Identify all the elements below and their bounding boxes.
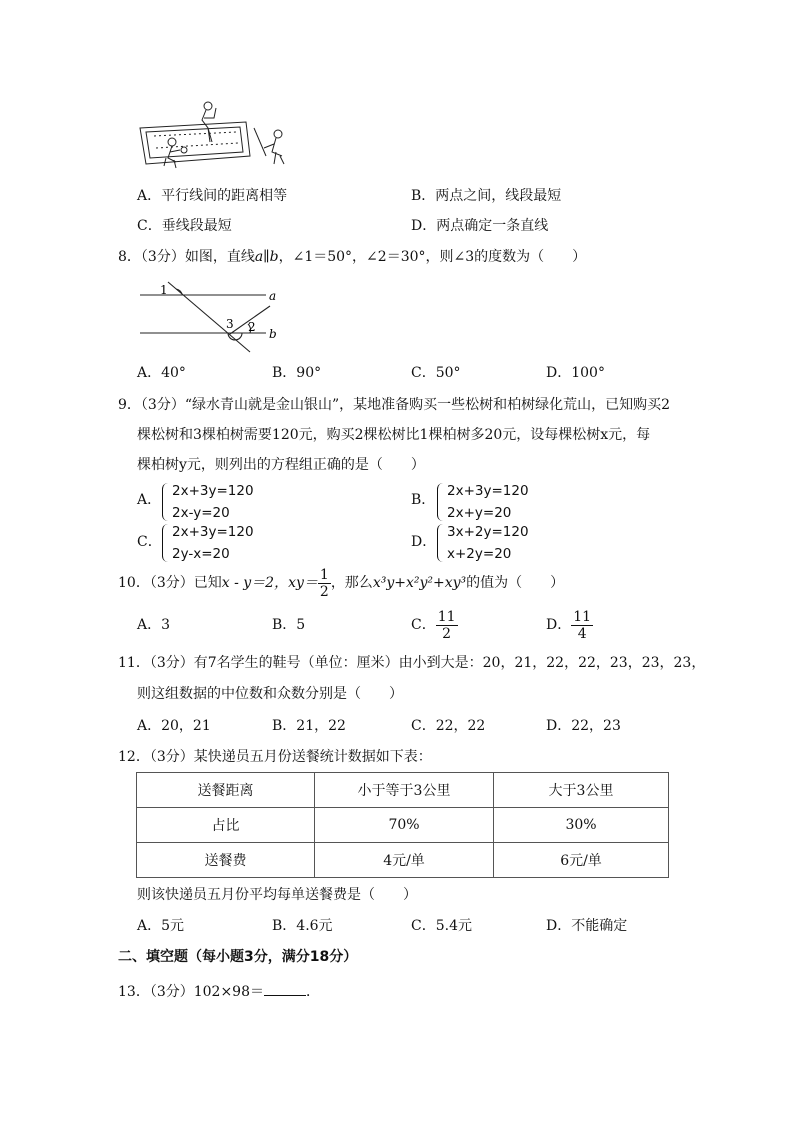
answer-blank[interactable]: [264, 981, 306, 996]
section-heading: 二、填空题（每小题3分，满分18分）: [118, 949, 358, 965]
q11-option-a[interactable]: A．20，21: [137, 718, 211, 734]
fraction-numerator: 1: [319, 566, 329, 583]
table-header-row: [137, 773, 669, 808]
q8-option-a[interactable]: A．40°: [137, 365, 186, 381]
q12-after-text: 则该快递员五月份平均每单送餐费是（ ）: [137, 887, 417, 903]
q7-option-c[interactable]: C．垂线段最短: [137, 218, 232, 234]
q8-option-b[interactable]: B．90°: [272, 365, 322, 381]
fraction-denominator: 4: [577, 625, 587, 642]
q9-option-c-system[interactable]: [172, 521, 254, 565]
q11-option-d[interactable]: D．22，23: [546, 718, 621, 734]
q11-stem-line1: 11．（3分）有7名学生的鞋号（单位：厘米）由小到大是：20，21，22，22，23，23，23，: [118, 655, 706, 671]
parallel-lines-figure: [138, 280, 288, 358]
q12-option-c[interactable]: C．5.4元: [411, 918, 472, 934]
fraction-denominator: 2: [442, 625, 452, 642]
q12-stem: 12．（3分）某快递员五月份送餐统计数据如下表：: [118, 749, 432, 765]
angle-3-label: 3: [226, 317, 234, 331]
option-label: C．: [411, 617, 436, 633]
q8-stem-prefix: 8．（3分）如图，直线: [118, 249, 255, 265]
q10-prefix: 10．（3分）已知: [118, 575, 222, 591]
equation: 2x+3y=120: [172, 483, 254, 499]
equation: 2x+y=20: [447, 505, 512, 521]
equation: x+2y=20: [447, 546, 512, 562]
table-cell: 占比: [137, 808, 315, 843]
q8-stem-rest: ，∠1＝50°，∠2＝30°，则∠3的度数为（ ）: [278, 249, 587, 265]
q9-option-c-label[interactable]: C．: [137, 534, 162, 550]
q7-option-d[interactable]: D．两点确定一条直线: [411, 218, 549, 234]
q10-condition-1: x - y＝2，: [221, 575, 289, 591]
q9-option-d-label[interactable]: D．: [411, 534, 437, 550]
children-drawing-figure: [136, 98, 296, 172]
table-row: [137, 808, 669, 843]
equation: 2y-x=20: [172, 546, 230, 562]
equation: 2x-y=20: [172, 505, 230, 521]
option-label: D．: [546, 617, 572, 633]
q7-option-a[interactable]: A．平行线间的距离相等: [137, 188, 288, 204]
q9-stem-line3: 棵柏树y元，则列出的方程组正确的是（ ）: [137, 457, 425, 473]
q11-stem-line2: 则这组数据的中位数和众数分别是（ ）: [137, 686, 403, 702]
equation: 3x+2y=120: [447, 524, 529, 540]
q7-option-b[interactable]: B．两点之间，线段最短: [411, 188, 562, 204]
line-a-label: a: [269, 289, 277, 303]
q8-stem: [118, 248, 586, 266]
equation: 2x+3y=120: [172, 524, 254, 540]
q11-option-b[interactable]: B．21，22: [272, 718, 346, 734]
delivery-stats-table: [136, 772, 669, 878]
q9-option-d-system[interactable]: [447, 521, 529, 565]
q9-option-b-label[interactable]: B．: [411, 492, 436, 508]
q13-prefix: 13．（3分）102×98＝: [118, 984, 264, 1000]
q9-stem-line1: 9．（3分）“绿水青山就是金山银山”，某地准备购买一些松树和柏树绿化荒山，已知购买2: [118, 397, 671, 413]
q12-option-b[interactable]: B．4.6元: [272, 918, 333, 934]
q8-stem-parallel: a∥b: [254, 249, 279, 265]
q13-suffix: ．: [306, 984, 320, 1000]
table-cell: 70%: [315, 808, 494, 843]
table-row: [137, 843, 669, 878]
q10-middle: ，那么: [330, 575, 373, 591]
q11-option-c[interactable]: C．22，22: [411, 718, 486, 734]
table-cell: 送餐费: [137, 843, 315, 878]
q8-option-c[interactable]: C．50°: [411, 365, 461, 381]
table-cell: 6元/单: [494, 843, 669, 878]
q9-stem-line2: 棵松树和3棵柏树需要120元，购买2棵松树比1棵柏树多20元，设每棵松树x元，每: [137, 427, 651, 443]
option-fraction: [571, 609, 593, 642]
fraction-numerator: 11: [573, 608, 592, 625]
q10-option-d[interactable]: [546, 608, 593, 642]
angle-1-label: 1: [160, 283, 168, 297]
q13-stem: [118, 981, 320, 1001]
q10-condition-2: xy＝: [288, 575, 318, 591]
option-fraction: [436, 609, 458, 642]
brace-icon: [162, 483, 169, 521]
q9-option-b-system[interactable]: [447, 480, 529, 524]
table-cell: 4元/单: [315, 843, 494, 878]
table-header-cell: 大于3公里: [494, 773, 669, 808]
table-header-cell: 小于等于3公里: [315, 773, 494, 808]
q10-option-c[interactable]: [411, 608, 458, 642]
equation: 2x+3y=120: [447, 483, 529, 499]
q10-fraction: [318, 567, 331, 600]
q8-option-d[interactable]: D．100°: [546, 365, 605, 381]
brace-icon: [437, 524, 444, 562]
q10-option-b[interactable]: B．5: [272, 617, 306, 633]
brace-icon: [437, 483, 444, 521]
q9-option-a-system[interactable]: [172, 480, 254, 524]
table-cell: 30%: [494, 808, 669, 843]
q9-option-a-label[interactable]: A．: [137, 492, 162, 508]
q12-option-d[interactable]: D．不能确定: [546, 918, 628, 934]
line-b-label: b: [269, 327, 277, 341]
fraction-denominator: 2: [319, 583, 329, 600]
angle-2-label: 2: [248, 320, 256, 334]
q10-suffix: 的值为（ ）: [466, 575, 565, 591]
q10-stem: [118, 566, 564, 600]
q12-option-a[interactable]: A．5元: [137, 918, 185, 934]
fraction-numerator: 11: [437, 608, 456, 625]
q10-expression: x³y+x²y²+xy³: [372, 575, 467, 591]
brace-icon: [162, 524, 169, 562]
q10-option-a[interactable]: A．3: [137, 617, 171, 633]
table-header-cell: 送餐距离: [137, 773, 315, 808]
